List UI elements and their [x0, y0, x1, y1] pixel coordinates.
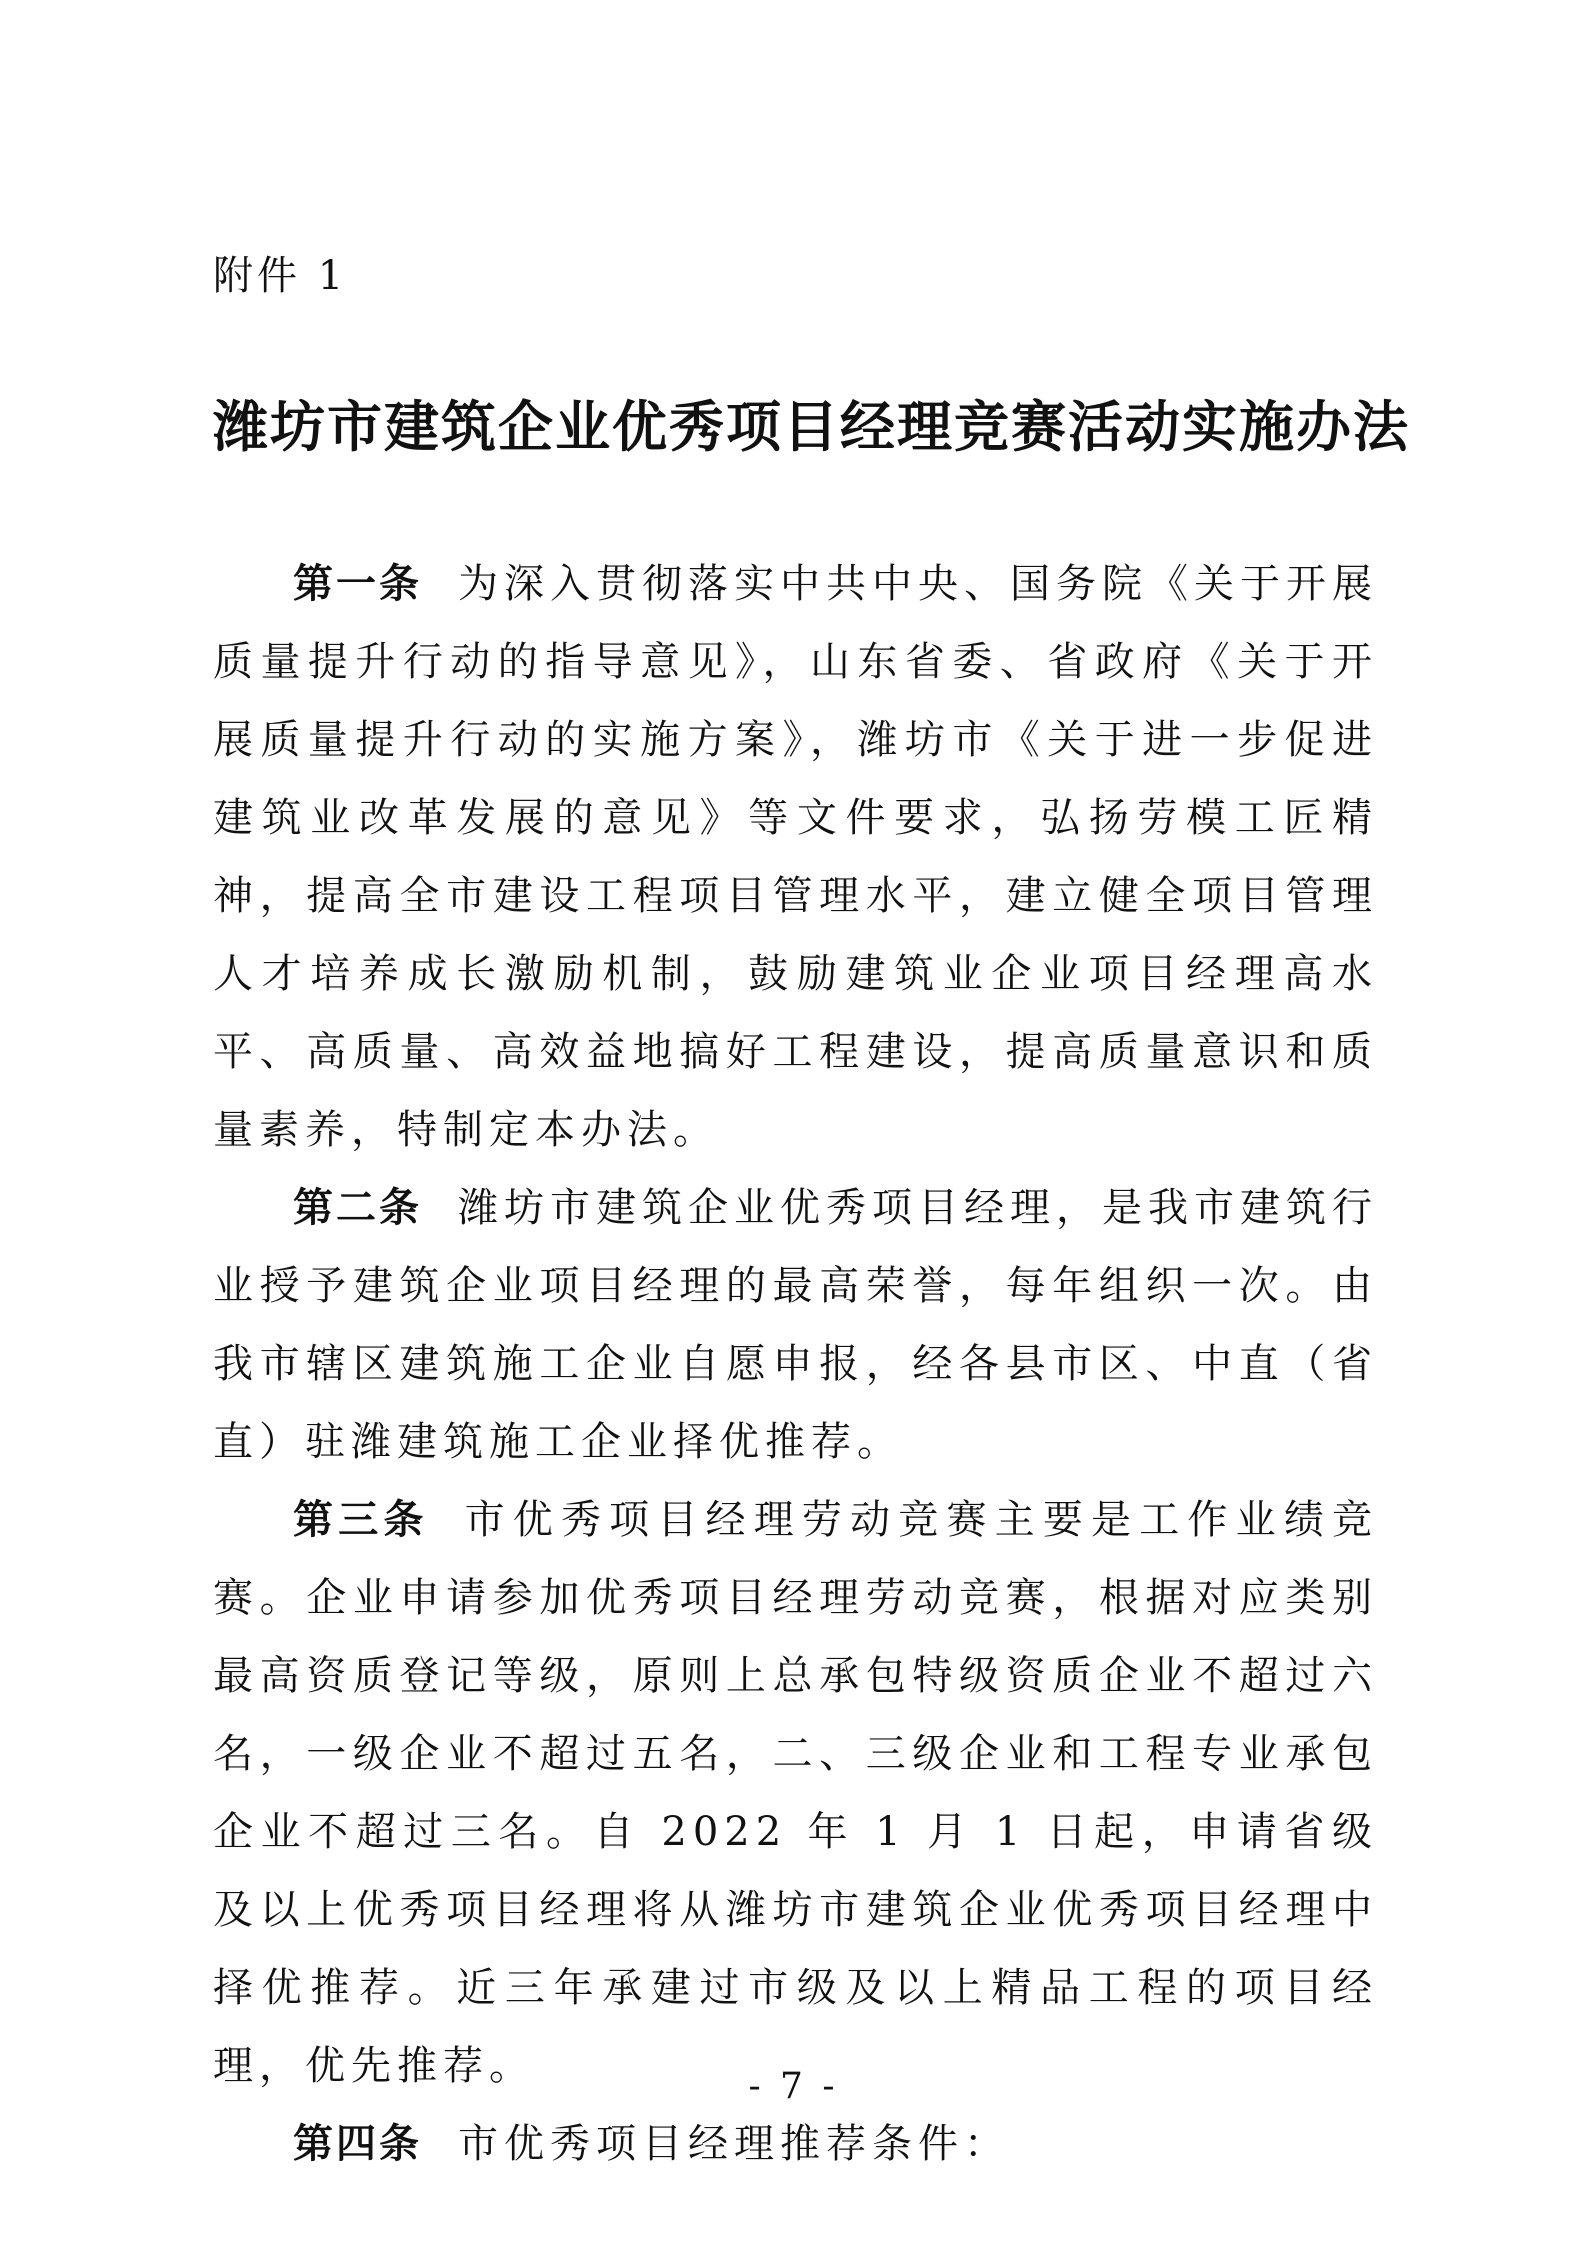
- article-1-label: 第一条: [293, 560, 422, 607]
- article-3-label: 第三条: [293, 1496, 429, 1543]
- article-2-label: 第二条: [293, 1184, 422, 1231]
- article-4-label: 第四条: [293, 2120, 422, 2167]
- document-title: 潍坊市建筑企业优秀项目经理竞赛活动实施办法: [213, 394, 1411, 459]
- article-4: [213, 2105, 1378, 2183]
- article-3: [213, 1481, 1378, 2105]
- article-4-text: 市优秀项目经理推荐条件：: [458, 2121, 1010, 2167]
- article-2-text: 潍坊市建筑企业优秀项目经理，是我市建筑行业授予建筑企业项目经理的最高荣誉，每年组织一次。由我市辖区建筑施工企业自愿申报，经各县市区、中直（省直）驻潍建筑施工企业择优推荐。: [213, 1185, 1378, 1465]
- article-3-text: 市优秀项目经理劳动竞赛主要是工作业绩竞赛。企业申请参加优秀项目经理劳动竞赛，根据对应类别最高资质登记等级，原则上总承包特级资质企业不超过六名，一级企业不超过五名，二、三级企业和工程专业承包企业不超过三名。自 2022 年 1 月 1 日起，申请省级及以上优秀项目经理将从潍坊市建筑企业优秀项目经理中择优推荐。近三年承建过市级及以上精品工程的项目经理，优先推荐。: [213, 1497, 1379, 2089]
- document-body: [213, 545, 1378, 2183]
- article-1: [213, 545, 1378, 1169]
- page-number: - 7 -: [748, 2066, 839, 2107]
- article-1-text: 为深入贯彻落实中共中央、国务院《关于开展质量提升行动的指导意见》，山东省委、省政府《关于开展质量提升行动的实施方案》，潍坊市《关于进一步促进建筑业改革发展的意见》等文件要求，弘扬劳模工匠精神，提高全市建设工程项目管理水平，建立健全项目管理人才培养成长激励机制，鼓励建筑业企业项目经理高水平、高质量、高效益地搞好工程建设，提高质量意识和质量素养，特制定本办法。: [213, 561, 1378, 1153]
- attachment-label: 附件 1: [213, 253, 348, 299]
- article-2: [213, 1169, 1378, 1481]
